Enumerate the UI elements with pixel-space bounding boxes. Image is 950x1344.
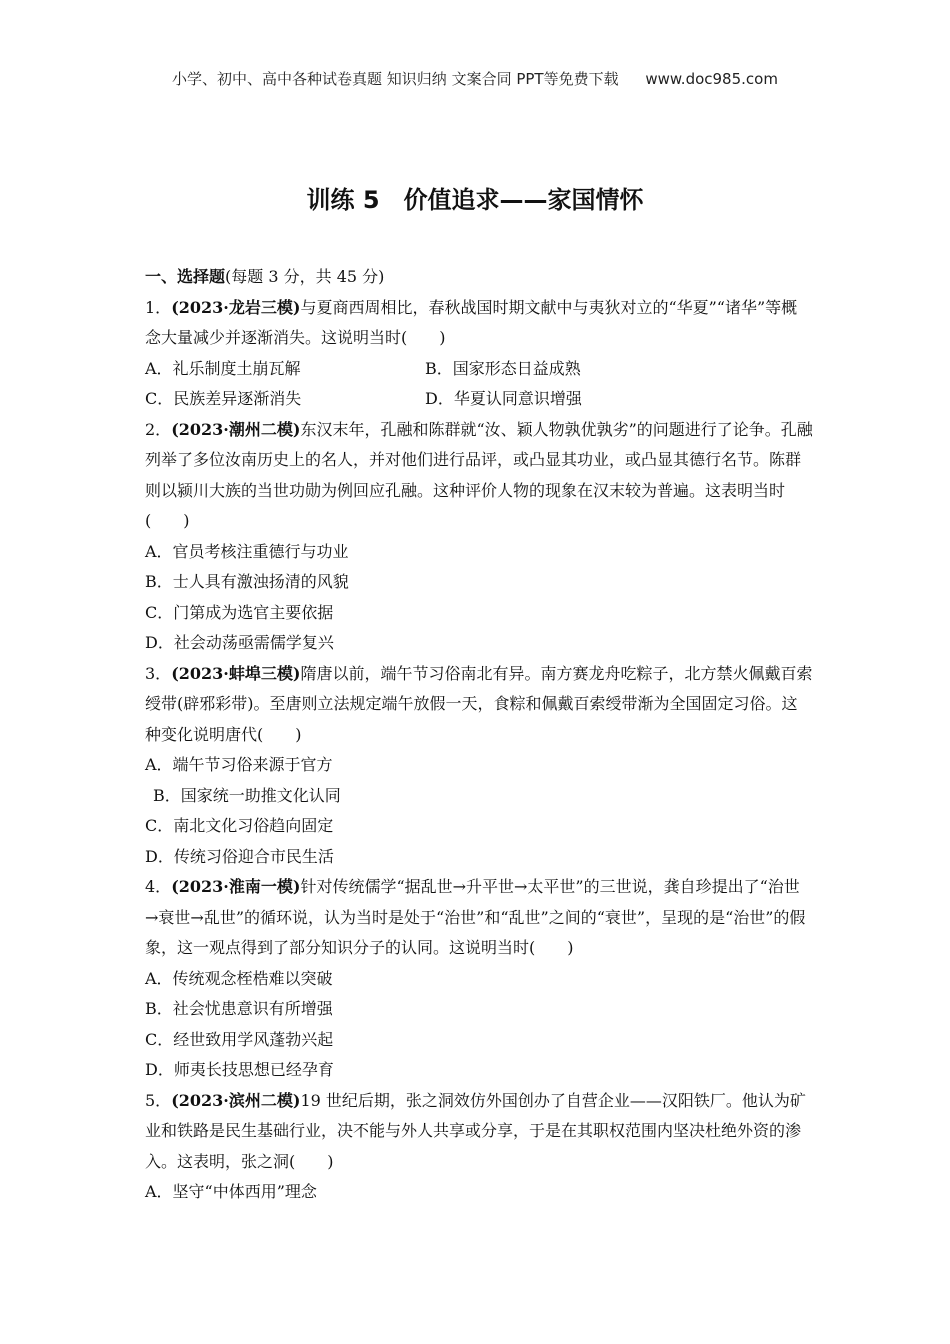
question-source: (2023·潮州二模) xyxy=(171,419,301,439)
option-a: A．传统观念桎梏难以突破 xyxy=(145,968,333,988)
question-stem: 19 世纪后期，张之洞效仿外国创办了自营企业——汉阳铁厂。他认为矿业和铁路是民生基础行业，决不能与外人共享或分享，于是在其职权范围内坚决杜绝外资的渗入。这表明，张之洞( ) xyxy=(145,1090,806,1171)
option-d: D．师夷长技思想已经孕育 xyxy=(145,1060,334,1079)
document-body xyxy=(145,262,813,1208)
option-a: A．坚守“中体西用”理念 xyxy=(145,1182,317,1201)
option-row xyxy=(145,384,813,415)
option-d: D．社会动荡亟需儒学复兴 xyxy=(145,633,334,652)
section-title: 一、选择题 xyxy=(145,267,226,286)
option-d: D．传统习俗迎合市民生活 xyxy=(145,846,334,866)
question-3 xyxy=(145,659,813,751)
question-number: 1． xyxy=(145,297,172,317)
question-number: 2． xyxy=(145,419,172,439)
option-c: C．门第成为选官主要依据 xyxy=(145,602,334,622)
option-c: C．南北文化习俗趋向固定 xyxy=(145,816,334,835)
question-number: 5． xyxy=(145,1090,172,1110)
header-text: 小学、初中、高中各种试卷真题 知识归纳 文案合同 PPT等免费下载 xyxy=(172,70,619,88)
question-stem: 针对传统儒学“据乱世→升平世→太平世”的三世说，龚自珍提出了“治世→衰世→乱世”的循环说，认为当时是处于“治世”和“乱世”之间的“衰世”，呈现的是“治世”的假象，这一观点得到了部分知识分子的认同。这说明当时( ) xyxy=(145,877,806,957)
question-number: 4． xyxy=(145,877,172,896)
question-4 xyxy=(145,872,813,964)
question-source: (2023·淮南一模) xyxy=(171,877,301,896)
option-b: B．士人具有激浊扬清的风貌 xyxy=(145,572,349,591)
question-1 xyxy=(145,293,813,354)
option-a: A．端午节习俗来源于官方 xyxy=(145,755,333,774)
option-b: B．国家形态日益成熟 xyxy=(425,358,581,378)
option-row xyxy=(145,354,813,385)
option-a: A．礼乐制度土崩瓦解 xyxy=(145,358,301,378)
question-stem: 与夏商西周相比，春秋战国时期文献中与夷狄对立的“华夏”“诸华”等概念大量减少并逐渐消失。这说明当时( ) xyxy=(145,297,798,347)
header-site[interactable]: www.doc985.com xyxy=(645,70,778,88)
question-2 xyxy=(145,415,813,537)
option-d: D．华夏认同意识增强 xyxy=(425,389,582,408)
question-source: (2023·蚌埠三模) xyxy=(171,663,301,683)
question-number: 3． xyxy=(145,663,172,683)
option-c: C．民族差异逐渐消失 xyxy=(145,389,302,408)
question-source: (2023·滨州二模) xyxy=(171,1090,301,1110)
question-5 xyxy=(145,1086,813,1178)
question-stem: 隋唐以前，端午节习俗南北有异。南方赛龙舟吃粽子，北方禁火佩戴百索绶带(辟邪彩带)。至唐则立法规定端午放假一天，食粽和佩戴百索绶带渐为全国固定习俗。这种变化说明唐代( ) xyxy=(145,663,813,744)
question-stem: 东汉末年，孔融和陈群就“汝、颖人物孰优孰劣”的问题进行了论争。孔融列举了多位汝南历史上的名人，并对他们进行品评，或凸显其功业，或凸显其德行名节。陈群则以颍川大族的当世功勋为例回应孔融。这种评价人物的现象在汉末较为普遍。这表明当时( ) xyxy=(145,419,813,530)
option-a: A．官员考核注重德行与功业 xyxy=(145,541,349,561)
option-b: B．社会忧患意识有所增强 xyxy=(145,999,333,1018)
option-b: B．国家统一助推文化认同 xyxy=(153,785,341,805)
option-c: C．经世致用学风蓬勃兴起 xyxy=(145,1029,334,1049)
page-title: 训练 5 价值追求——家国情怀 xyxy=(306,186,644,214)
question-source: (2023·龙岩三模) xyxy=(171,297,301,317)
section-score: (每题 3 分，共 45 分) xyxy=(225,267,385,286)
page-header xyxy=(0,68,950,89)
section-heading xyxy=(145,262,813,293)
